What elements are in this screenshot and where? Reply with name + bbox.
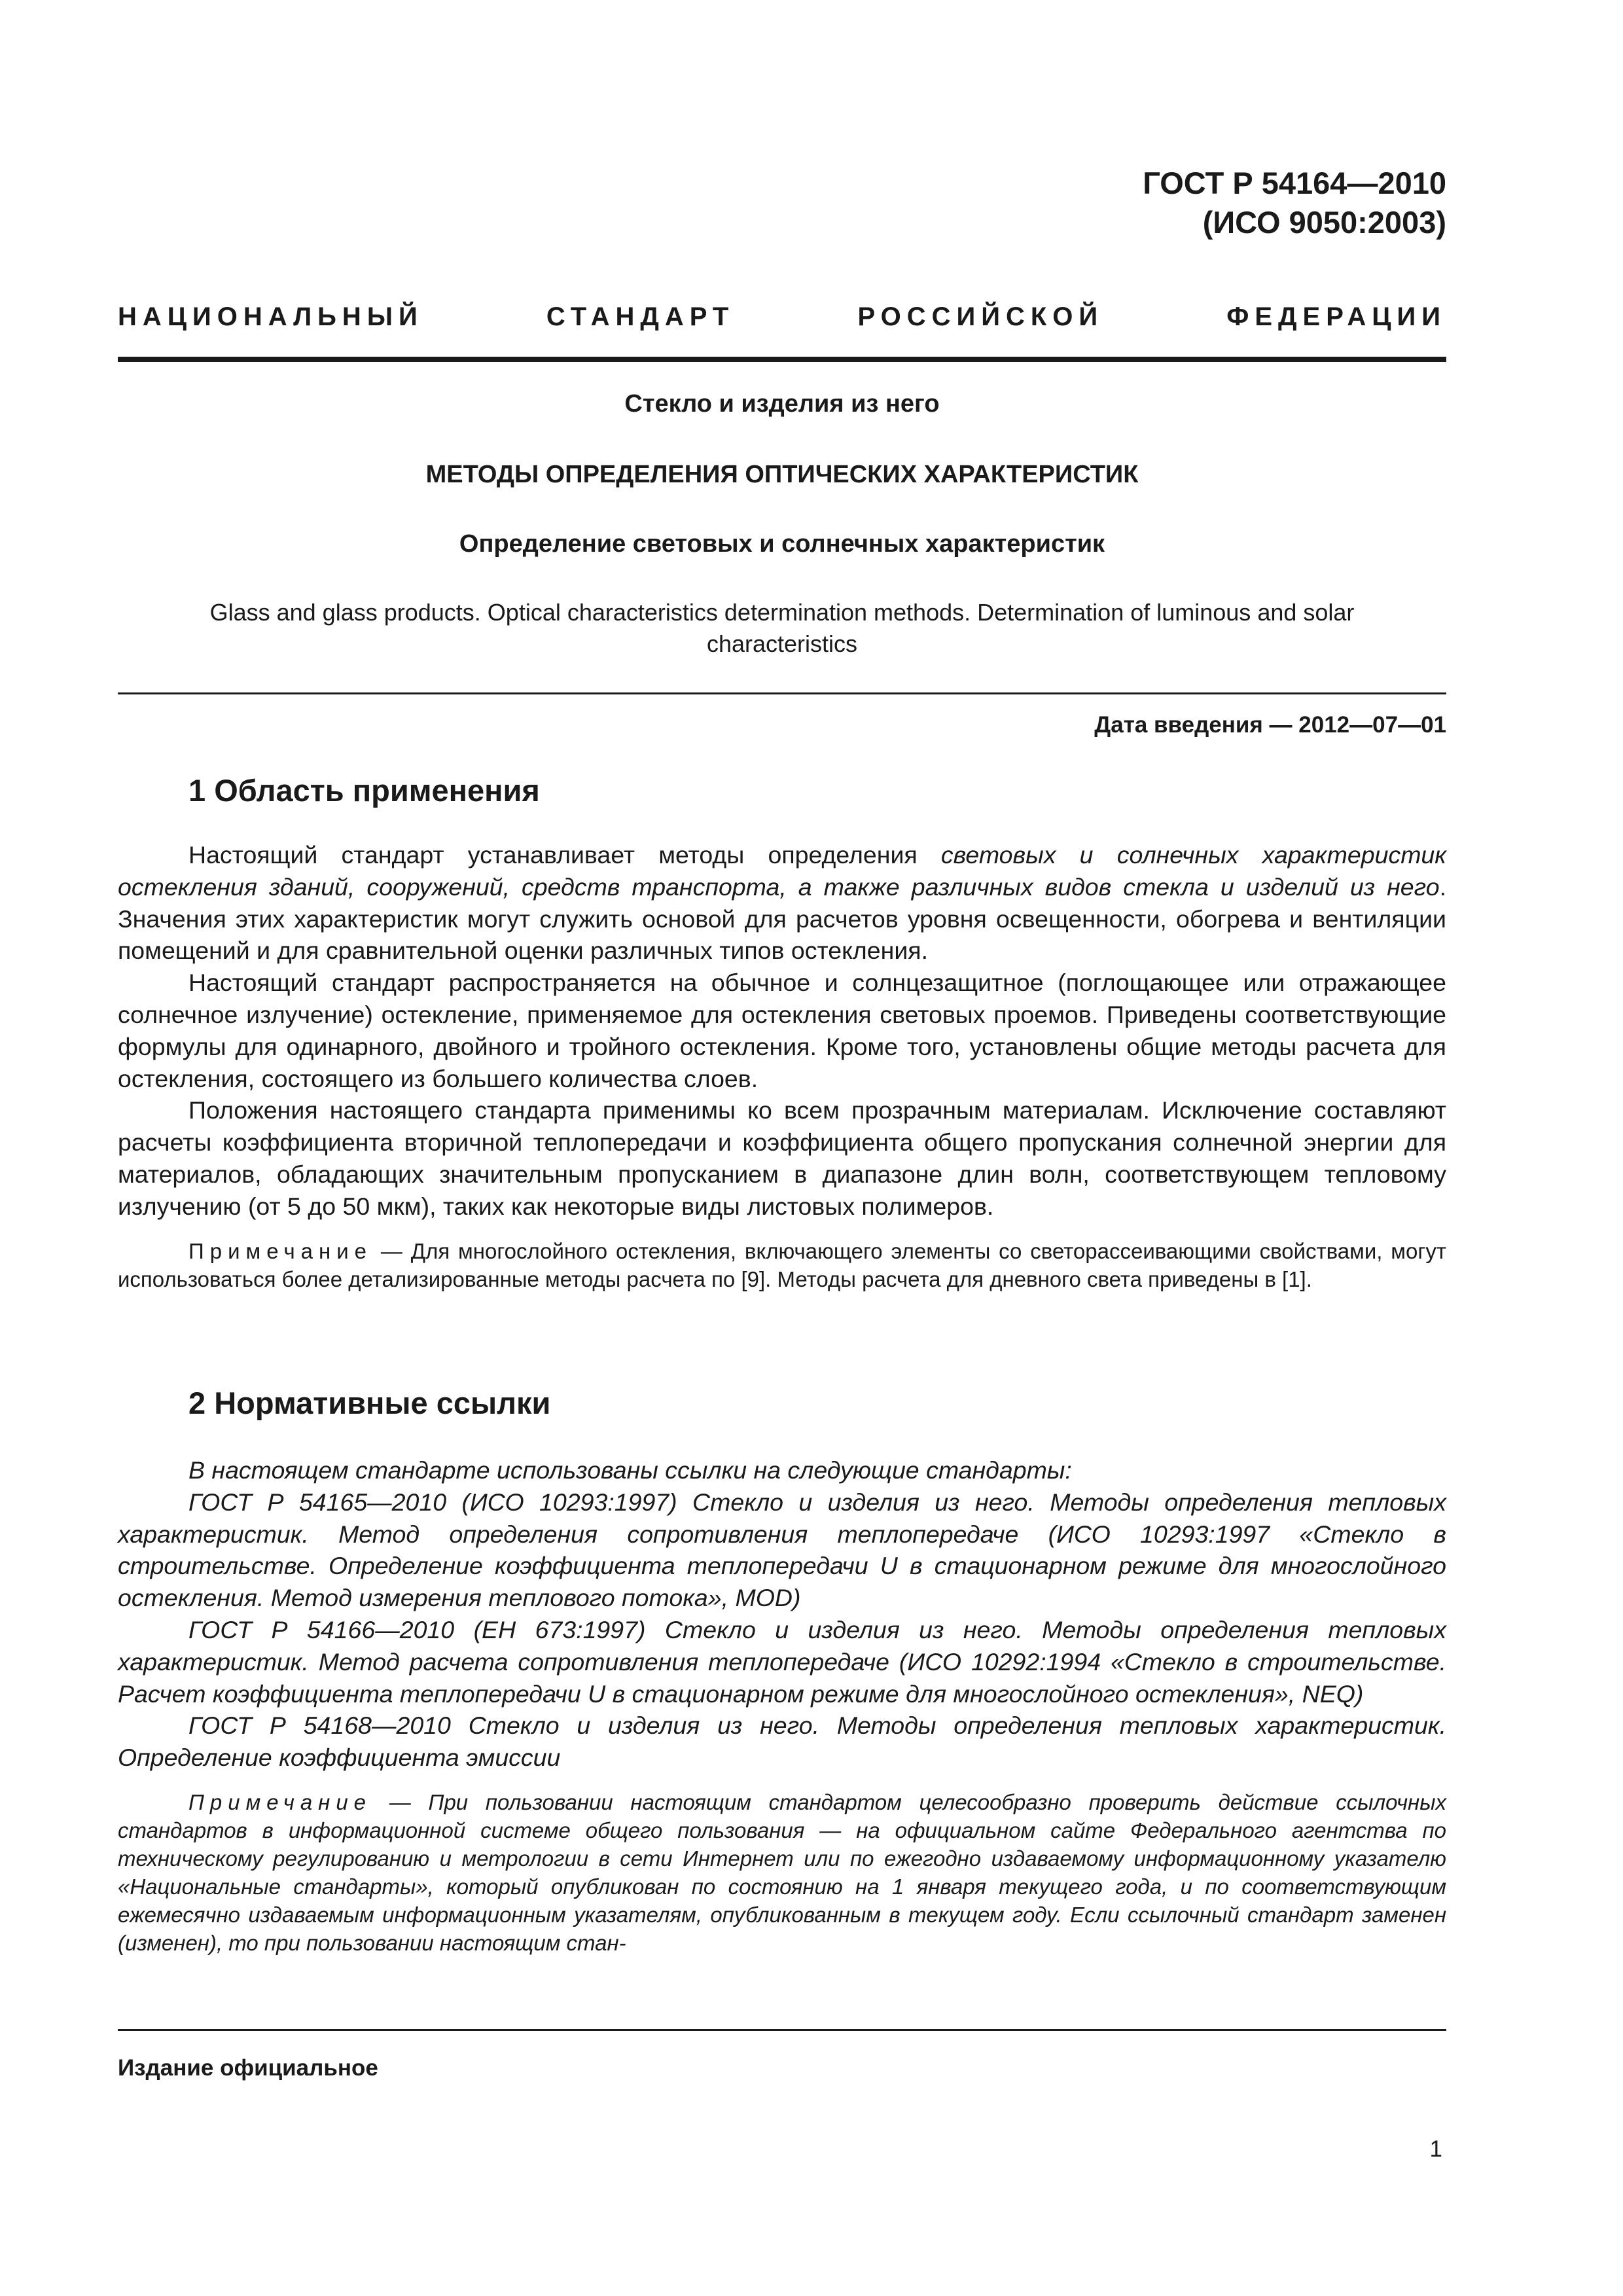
publication-label: Издание официальное <box>118 2055 378 2081</box>
title-divider <box>118 692 1446 694</box>
reference-item: ГОСТ Р 54166—2010 (ЕН 673:1997) Стекло и изделия из него. Методы определения тепловых характеристик. Метод расчета сопротивления теплопередаче (ИСО 10292:1994 «Стекло в строительстве. Расчет коэффициента теплопередачи U в стационарном режиме для многослойного остекления», NEQ) <box>118 1615 1446 1708</box>
national-standard-banner <box>118 302 1446 332</box>
document-page <box>118 0 1446 2296</box>
title-line-2: МЕТОДЫ ОПРЕДЕЛЕНИЯ ОПТИЧЕСКИХ ХАРАКТЕРИСТИК <box>425 461 1139 488</box>
paragraph: Настоящий стандарт распространяется на обычное и солнцезащитное (поглощающее или отражающее солнечное излучение) остекление, применяемое для остекления световых проемов. Приведены соответствующие формулы для одинарного, двойного и тройного остекления. Кроме того, установлены общие методы расчета для остекления, состоящего из большего количества слоев. <box>118 969 1446 1092</box>
standard-designation <box>1143 164 1446 242</box>
header-divider <box>118 357 1446 362</box>
note-label: Примечание <box>188 1789 372 1814</box>
note-label: Примечание <box>188 1238 373 1263</box>
section-2-heading: 2 Нормативные ссылки <box>188 1386 551 1420</box>
banner-word: НАЦИОНАЛЬНЫЙ <box>118 302 423 331</box>
reference-item: ГОСТ Р 54165—2010 (ИСО 10293:1997) Стекло и изделия из него. Методы определения тепловых характеристик. Метод определения сопротивления теплопередаче (ИСО 10293:1997 «Стекло в строительстве. Определение коэффициента теплопередачи U в стационарном режиме для многослойного остекления. Метод измерения теплового потока», MOD) <box>118 1488 1446 1612</box>
paragraph: В настоящем стандарте использованы ссылки на следующие стандарты: <box>188 1456 1072 1484</box>
banner-word: РОССИЙСКОЙ <box>857 302 1104 331</box>
page-number: 1 <box>1429 2136 1442 2162</box>
title-line-3: Определение световых и солнечных характеристик <box>459 530 1105 558</box>
standard-number: ГОСТ Р 54164—2010 <box>1143 166 1446 200</box>
section-1-body <box>118 839 1446 1293</box>
note <box>118 1788 1446 1957</box>
footer-divider <box>118 2029 1446 2031</box>
title-line-1: Стекло и изделия из него <box>624 390 940 418</box>
section-2-body <box>118 1454 1446 1957</box>
paragraph: Положения настоящего стандарта применимы ко всем прозрачным материалам. Исключение составляют расчеты коэффициента вторичной теплопередачи и коэффициента общего пропускания солнечной энергии для материалов, обладающих значительным пропусканием в диапазоне длин волн, соответствующем тепловому излучению (от 5 до 50 мкм), таких как некоторые виды листовых полимеров. <box>118 1096 1446 1220</box>
english-title: Glass and glass products. Optical characteristics determination methods. Determination of luminous and solar characteristics <box>209 599 1355 657</box>
banner-word: ФЕДЕРАЦИИ <box>1226 302 1446 331</box>
paragraph: Настоящий стандарт устанавливает методы определения световых и солнечных характеристик остекления зданий, сооружений, средств транспорта, а также различных видов стекла и изделий из него. Значения этих характеристик могут служить основой для расчетов уровня освещенности, обогрева и вентиляции помещений и для сравнительной оценки различных типов остекления. <box>118 841 1446 965</box>
note <box>118 1237 1446 1293</box>
banner-word: СТАНДАРТ <box>546 302 735 331</box>
introduction-date: Дата введения — 2012—07—01 <box>1094 712 1446 738</box>
reference-item: ГОСТ Р 54168—2010 Стекло и изделия из него. Методы определения тепловых характеристик. Определение коэффициента эмиссии <box>118 1712 1446 1772</box>
note-text: — При пользовании настоящим стандартом целесообразно проверить действие ссылочных стандартов в информационной системе общего пользования — на официальном сайте Федерального агентства по техническому регулированию и метрологии в сети Интернет или по ежегодно издаваемому информационному указателю «Национальные стандарты», который опубликован по состоянию на 1 января текущего года, и по соответствующим ежемесячно издаваемым информационным указателям, опубликованным в текущем году. Если ссылочный стандарт заменен (изменен), то при пользовании настоящим стан- <box>118 1789 1446 1955</box>
iso-number: (ИСО 9050:2003) <box>1202 205 1446 240</box>
note-text: — Для многослойного остекления, включающего элементы со светорассеивающими свойствами, могут использоваться более детализированные методы расчета по [9]. Методы расчета для дневного света приведены в [1]. <box>118 1238 1446 1291</box>
section-1-heading: 1 Область применения <box>188 773 540 808</box>
